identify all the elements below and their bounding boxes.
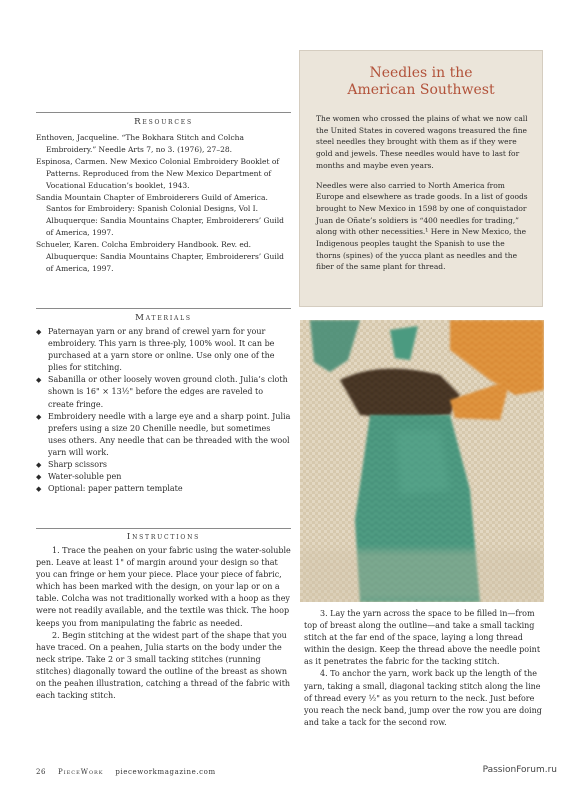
- sidebar-title-line: American Southwest: [347, 82, 495, 98]
- watermark: PassionForum.ru: [482, 765, 557, 775]
- sidebar-paragraph: The women who crossed the plains of what we now call the United States in covered wagons treasured the fine steel needles they brought with them as if they were gold and jewels. These needles would have to last for months and maybe even years.: [316, 114, 528, 170]
- materials-item: [36, 326, 291, 374]
- materials-item-text: Paternayan yarn or any brand of crewel yarn for your embroidery. This yarn is three-ply, 100% wool. It can be purchased at a yarn store or online. Use only one of the plies for stitching.: [48, 327, 275, 373]
- diamond-bullet-icon: ◆: [36, 376, 42, 385]
- materials-item: [36, 459, 291, 471]
- materials-item-text: Embroidery needle with a large eye and a sharp point. Julia prefers using a size 20 Chenille needle, but sometimes uses others. Any needle that can be threaded with the wool yarn will work.: [48, 411, 291, 457]
- materials-item-text: Water-soluble pen: [48, 472, 122, 482]
- diamond-bullet-icon: ◆: [36, 473, 42, 482]
- page-number: 26: [36, 768, 47, 776]
- instruction-step: 2. Begin stitching at the widest part of the shape that you have traced. On a peahen, Julia starts on the body under the neck stripe. Take 2 or 3 small tacking stitches (running stitches) diagonally toward the outline of the breast as shown on the peahen illustration, catching a thread of the fabric with each tacking stitch.: [36, 630, 291, 701]
- instructions-section: [36, 528, 291, 702]
- resource-item: Enthoven, Jacqueline. “The Bokhara Stitch and Colcha Embroidery.” Needle Arts 7, no 3. (1976), 27–28.: [36, 133, 244, 154]
- resources-heading: Resources: [134, 117, 193, 127]
- resource-item: Schueler, Karen. Colcha Embroidery Handbook. Rev. ed. Albuquerque: Sandia Mountains Chapter, Embroiderers’ Guild of America, 1997.: [36, 240, 284, 273]
- resource-item: Espinosa, Carmen. New Mexico Colonial Embroidery Booklet of Patterns. Reproduced from the New Mexico Department of Vocational Education’s booklet, 1943.: [36, 156, 280, 190]
- sidebar-title: [300, 65, 542, 99]
- materials-item: [36, 471, 291, 483]
- materials-item: [36, 483, 291, 495]
- diamond-bullet-icon: ◆: [36, 485, 42, 494]
- instruction-step: 1. Trace the peahen on your fabric using the water-soluble pen. Leave at least 1" of margin around your design so that you can fringe or hem your piece. Place your piece of fabric, which has been marked with the design, on your lap or on a table. Colcha was not traditionally worked with a hoop as they were not readily available, and the textile was thick. The hoop keeps you from manipulating the fabric as needed.: [36, 546, 291, 628]
- diamond-bullet-icon: ◆: [36, 461, 42, 470]
- materials-heading: Materials: [135, 313, 192, 323]
- instruction-step: 4. To anchor the yarn, work back up the length of the yarn, taking a small, diagonal tacking stitch along the line of thread every ½" as you return to the neck. Just before you reach the neck band, jump over the row you are doing and take a tack for the second row.: [304, 669, 542, 727]
- website-url: pieceworkmagazine.com: [115, 768, 216, 776]
- diamond-bullet-icon: ◆: [36, 328, 42, 336]
- page-footer: [36, 768, 225, 776]
- sidebar-box: [299, 50, 543, 307]
- materials-item-text: Sharp scissors: [48, 460, 107, 470]
- embroidery-photo: [300, 320, 544, 602]
- sidebar-paragraph: Needles were also carried to North America from Europe and elsewhere as trade goods. In a list of goods brought to New Mexico in 1598 by one of conquistador Juan de Oñate’s soldiers is “400 needles for trading,” along with other necessities.¹ Here in New Mexico, the Indigenous peoples taught the Spanish to use the thorns (spines) of the yucca plant as needles and the fiber of the same plant for thread.: [316, 180, 528, 272]
- embroidery-illustration: [300, 320, 544, 602]
- materials-item-text: Optional: paper pattern template: [48, 484, 183, 494]
- materials-item-text: Sabanilla or other loosely woven ground cloth. Julia’s cloth shown is 16" × 13½" before the edges are raveled to create fringe.: [48, 375, 288, 409]
- diamond-bullet-icon: ◆: [36, 412, 42, 421]
- sidebar-title-line: Needles in the: [369, 65, 473, 81]
- materials-item: [36, 374, 291, 410]
- instructions-continued: [304, 608, 544, 729]
- instruction-step: 3. Lay the yarn across the space to be filled in—from top of breast along the outline—and take a small tacking stitch at the far end of the space, laying a long thread within the design. Keep the thread above the needle point as it penetrates the fabric for the tacking stitch.: [304, 609, 541, 667]
- magazine-name: PieceWork: [57, 768, 104, 776]
- resources-section: [36, 112, 291, 275]
- materials-section: [36, 308, 291, 495]
- materials-item: [36, 411, 291, 459]
- resource-item: Sandia Mountain Chapter of Embroiderers Guild of America. Santos for Embroidery: Spanish Colonial Designs, Vol I. Albuquerque: Sandia Mountains Chapter, Embroiderers’ Guild of America, 1997.: [36, 192, 284, 238]
- instructions-heading: Instructions: [126, 532, 201, 542]
